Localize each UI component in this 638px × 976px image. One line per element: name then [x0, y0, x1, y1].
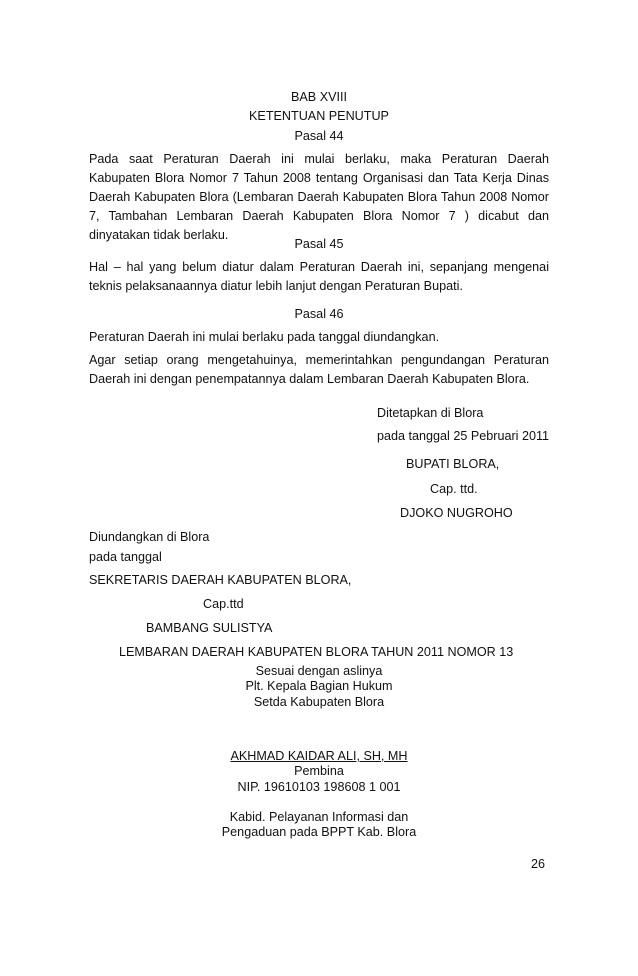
article-45-text: Hal – hal yang belum diatur dalam Peraturan Daerah ini, sepanjang mengenai teknis pelaksanaannya diatur lebih lanjut dengan Peraturan Bupati.: [89, 260, 549, 293]
regent-name: DJOKO NUGROHO: [400, 506, 513, 520]
regent-stamp: Cap. ttd.: [430, 482, 478, 496]
certifier-rank: Pembina: [294, 764, 344, 778]
enactment-date: pada tanggal 25 Pebruari 2011: [377, 429, 550, 443]
certification-line-2: Plt. Kepala Bagian Hukum: [245, 679, 393, 693]
secretary-name: BAMBANG SULISTYA: [146, 621, 273, 635]
page-number: 26: [531, 857, 546, 871]
article-46-text-2: Agar setiap orang mengetahuinya, memerintahkan pengundangan Peraturan Daerah ini dengan penempatannya dalam Lembaran Daerah Kabupaten Blora.: [89, 353, 549, 386]
regional-gazette: LEMBARAN DAERAH KABUPATEN BLORA TAHUN 2011 NOMOR 13: [119, 645, 514, 659]
promulgation-date: pada tanggal: [89, 550, 162, 564]
article-44-text: Pada saat Peraturan Daerah ini mulai berlaku, maka Peraturan Daerah Kabupaten Blora Nomor 7 Tahun 2008 tentang Organisasi dan Tata Kerja Dinas Daerah Kabupaten Blora (Lembaran Daerah Kabupaten Blora Tahun 2008 Nomor 7, Tambahan Lembaran Daerah Kabupaten Blora Nomor 7 ) dicabut dan dinyatakan tidak berlaku.: [89, 152, 549, 242]
secretary-stamp: Cap.ttd: [203, 597, 244, 611]
secretary-office: SEKRETARIS DAERAH KABUPATEN BLORA,: [89, 573, 352, 587]
note-line-2: Pengaduan pada BPPT Kab. Blora: [221, 825, 417, 839]
article-44-heading: Pasal 44: [294, 129, 344, 143]
chapter-title: KETENTUAN PENUTUP: [249, 109, 389, 123]
enactment-place: Ditetapkan di Blora: [377, 406, 484, 420]
certification-line-3: Setda Kabupaten Blora: [253, 695, 385, 709]
certifier-name: AKHMAD KAIDAR ALI, SH, MH: [230, 749, 408, 763]
certification-line-1: Sesuai dengan aslinya: [255, 664, 383, 678]
regent-office: BUPATI BLORA,: [406, 457, 500, 471]
chapter-number: BAB XVIII: [291, 90, 347, 104]
article-46-text-1: Peraturan Daerah ini mulai berlaku pada tanggal diundangkan.: [89, 330, 440, 344]
certifier-nip: NIP. 19610103 198608 1 001: [237, 780, 401, 794]
promulgation-place: Diundangkan di Blora: [89, 530, 210, 544]
note-line-1: Kabid. Pelayanan Informasi dan: [229, 810, 409, 824]
article-46-heading: Pasal 46: [294, 307, 344, 321]
article-45-heading: Pasal 45: [294, 237, 344, 251]
